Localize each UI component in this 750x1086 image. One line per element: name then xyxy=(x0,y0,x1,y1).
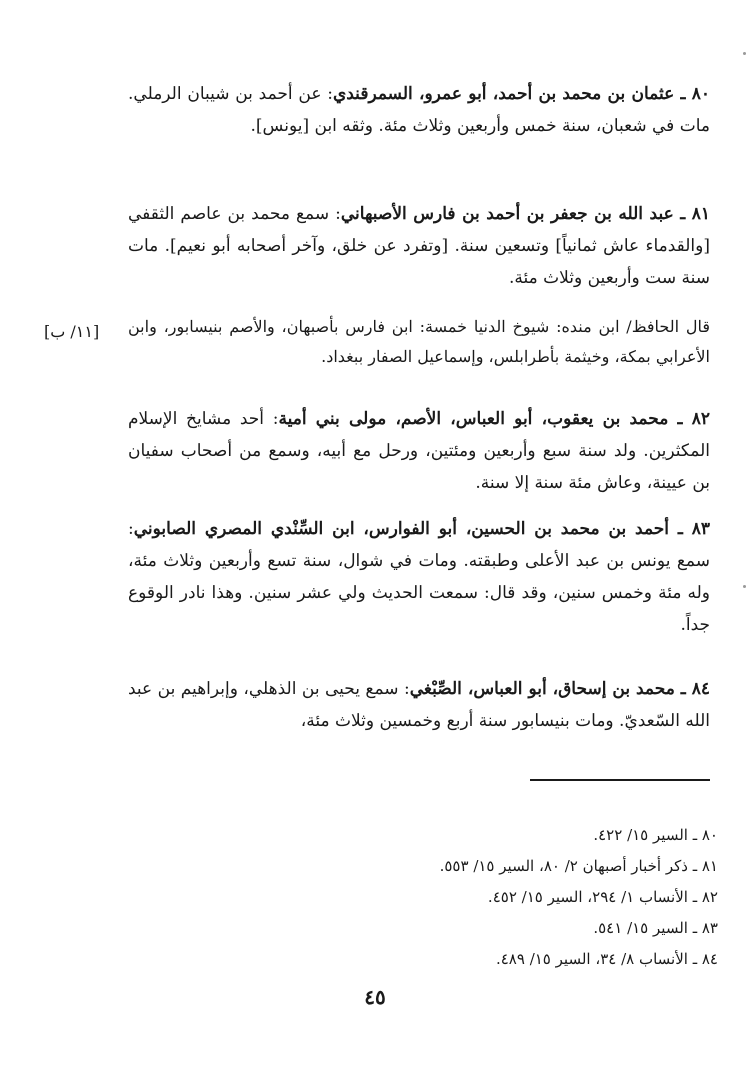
page-number: ٤٥ xyxy=(364,985,386,1009)
entry-84-body: : سمع يحيى بن الذهلي، وإبراهيم بن عبد الله السّعديّ. ومات بنيسابور سنة أربع وخمسين وثلاث مئة، xyxy=(128,679,710,731)
footnote-84: ٨٤ ـ الأنساب ٨/ ٣٤، السير ١٥/ ٤٨٩. xyxy=(495,950,718,968)
entry-80 xyxy=(128,78,710,142)
entry-82-heading: ٨٢ ـ محمد بن يعقوب، أبو العباس، الأصم، مولى بني أمية xyxy=(278,409,711,429)
entry-83 xyxy=(128,513,710,641)
entry-81-body: : سمع محمد بن عاصم الثقفي [والقدماء عاش ثمانياً] وتسعين سنة. [وتفرد عن خلق، وآخر أصحابه أبو نعيم]. مات سنة ست وأربعين وثلاث مئة. xyxy=(128,204,710,288)
entry-82-body: : أحد مشايخ الإسلام المكثرين. ولد سنة سبع وأربعين ومئتين، ورحل مع أبيه، وسمع من أصحاب سفيان بن عيينة، وعاش مئة سنة إلا سنة. xyxy=(128,409,710,493)
entry-83-body: : سمع يونس بن عبد الأعلى وطبقته. ومات في شوال، سنة تسع وأربعين وثلاث مئة، وله مئة وخمس سنين، وقد قال: سمعت الحديث ولي عشر سنين. وهذا نادر الوقوع جداً. xyxy=(128,519,710,635)
entry-81 xyxy=(128,198,710,294)
footnote-82: ٨٢ ـ الأنساب ١/ ٢٩٤، السير ١٥/ ٤٥٢. xyxy=(487,888,718,906)
footnotes xyxy=(118,820,718,975)
entry-81-heading: ٨١ ـ عبد الله بن جعفر بن أحمد بن فارس الأصبهاني xyxy=(340,204,710,224)
entry-82 xyxy=(128,403,710,499)
footnote-80: ٨٠ ـ السير ١٥/ ٤٢٢. xyxy=(593,826,718,844)
entry-84 xyxy=(128,673,710,737)
footnote-81: ٨١ ـ ذكر أخبار أصبهان ٢/ ٨٠، السير ١٥/ ٥٥٣. xyxy=(439,857,718,875)
page-edge-speck xyxy=(743,52,746,55)
page-edge-speck xyxy=(743,585,746,588)
manuscript-folio-marker: [١١/ ب] xyxy=(44,322,100,341)
hafiz-quote: قال الحافظ/ ابن منده: شيوخ الدنيا خمسة: ابن فارس بأصبهان، والأصم بنيسابور، وابن الأعرابي بمكة، وخيثمة بأطرابلس، وإسماعيل الصفار ببغداد. xyxy=(128,317,710,366)
footnote-83: ٨٣ ـ السير ١٥/ ٥٤١. xyxy=(593,919,718,937)
entry-80-heading: ٨٠ ـ عثمان بن محمد بن أحمد، أبو عمرو، السمرقندي xyxy=(332,84,710,104)
entry-84-heading: ٨٤ ـ محمد بن إسحاق، أبو العباس، الصِّبْغي xyxy=(409,679,710,699)
entry-80-body: : عن أحمد بن شيبان الرملي. مات في شعبان، سنة خمس وأربعين وثلاث مئة. وثقه ابن [يونس]. xyxy=(128,84,710,136)
entry-83-heading: ٨٣ ـ أحمد بن محمد بن الحسين، أبو الفوارس، ابن السِّنْدي المصري الصابوني xyxy=(133,519,710,539)
footnote-divider xyxy=(530,779,710,781)
